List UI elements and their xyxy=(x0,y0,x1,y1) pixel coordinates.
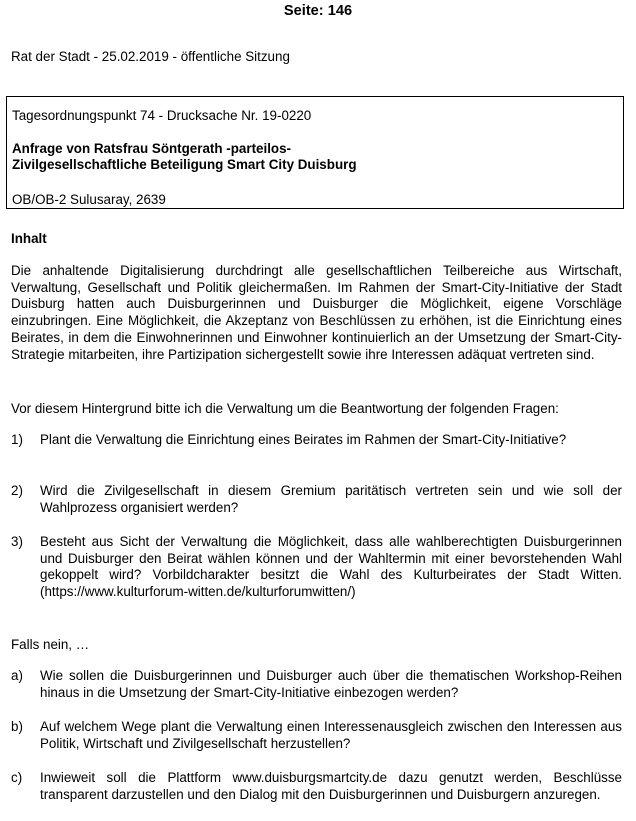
agenda-box xyxy=(6,96,624,209)
followup-marker: b) xyxy=(11,719,23,734)
followup-marker: c) xyxy=(11,770,23,785)
question-item xyxy=(11,534,622,601)
content-heading: Inhalt xyxy=(11,231,47,246)
question-item xyxy=(11,483,622,516)
question-intro: Vor diesem Hintergrund bitte ich die Verwaltung um die Beantwortung der folgenden Fragen: xyxy=(11,401,559,416)
agenda-item-reference: Tagesordnungspunkt 74 - Drucksache Nr. 19-0220 xyxy=(12,108,312,123)
question-text: Plant die Verwaltung die Einrichtung eines Beirates im Rahmen der Smart-City-Initiative? xyxy=(40,432,567,447)
followup-item xyxy=(11,770,622,803)
inquiry-title-line-2: Zivilgesellschaftliche Beteiligung Smart City Duisburg xyxy=(12,157,357,172)
inquiry-title-line-1: Anfrage von Ratsfrau Söntgerath -parteilos- xyxy=(12,141,292,156)
inquiry-title xyxy=(12,141,357,173)
followup-text: Wie sollen die Duisburgerinnen und Duisburger auch über die thematischen Workshop-Reihen hinaus in die Umsetzung der Smart-City-Initiative einbezogen werden? xyxy=(40,668,622,700)
followup-marker: a) xyxy=(11,668,23,683)
followup-item xyxy=(11,668,622,701)
followup-text: Auf welchem Wege plant die Verwaltung einen Interessenausgleich zwischen den Interessen aus Politik, Wirtschaft und Zivilgesellschaft herzustellen? xyxy=(40,719,622,751)
session-line: Rat der Stadt - 25.02.2019 - öffentliche Sitzung xyxy=(11,49,290,64)
question-marker: 3) xyxy=(11,534,23,549)
fallback-label: Falls nein, … xyxy=(11,637,90,652)
intro-paragraph: Die anhaltende Digitalisierung durchdringt alle gesellschaftlichen Teilbereiche aus Wirtschaft, Verwaltung, Gesellschaft und Politik gleichermaßen. Im Rahmen der Smart-City-Initiative der Stadt Duisburg hatten auch Duisburgerinnen und Duisburger die Möglichkeit, eigene Vorschläge einzubringen. Eine Möglichkeit, die Akzeptanz von Beschlüssen zu erhöhen, ist die Einrichtung eines Beirates, in dem die Einwohnerinnen und Einwohner kontinuierlich an der Umsetzung der Smart-City-Strategie mitarbeiten, ihre Partizipation sichergestellt sowie ihre Interessen adäquat vertreten sind. xyxy=(11,263,622,362)
followup-text: Inwieweit soll die Plattform www.duisburgsmartcity.de dazu genutzt werden, Beschlüsse transparent darzustellen und den Dialog mit den Duisburgerinnen und Duisburgern anzuregen. xyxy=(40,770,622,802)
question-marker: 2) xyxy=(11,483,23,498)
office-reference: OB/OB-2 Sulusaray, 2639 xyxy=(12,192,166,207)
followup-item xyxy=(11,719,622,752)
question-text: Besteht aus Sicht der Verwaltung die Möglichkeit, dass alle wahlberechtigten Duisburgerinnen und Duisburger den Beirat wählen können und der Wahltermin mit einer bevorstehenden Wahl gekoppelt wird? Vorbildcharakter besitzt die Wahl des Kulturbeirates der Stadt Witten. (https://www.kulturforum-witten.de/kulturforumwitten/) xyxy=(40,534,622,600)
page-number: Seite: 146 xyxy=(283,3,353,19)
question-item xyxy=(11,432,622,449)
question-text: Wird die Zivilgesellschaft in diesem Gremium paritätisch vertreten sein und wie soll der Wahlprozess organisiert werden? xyxy=(40,483,622,515)
question-marker: 1) xyxy=(11,432,23,447)
